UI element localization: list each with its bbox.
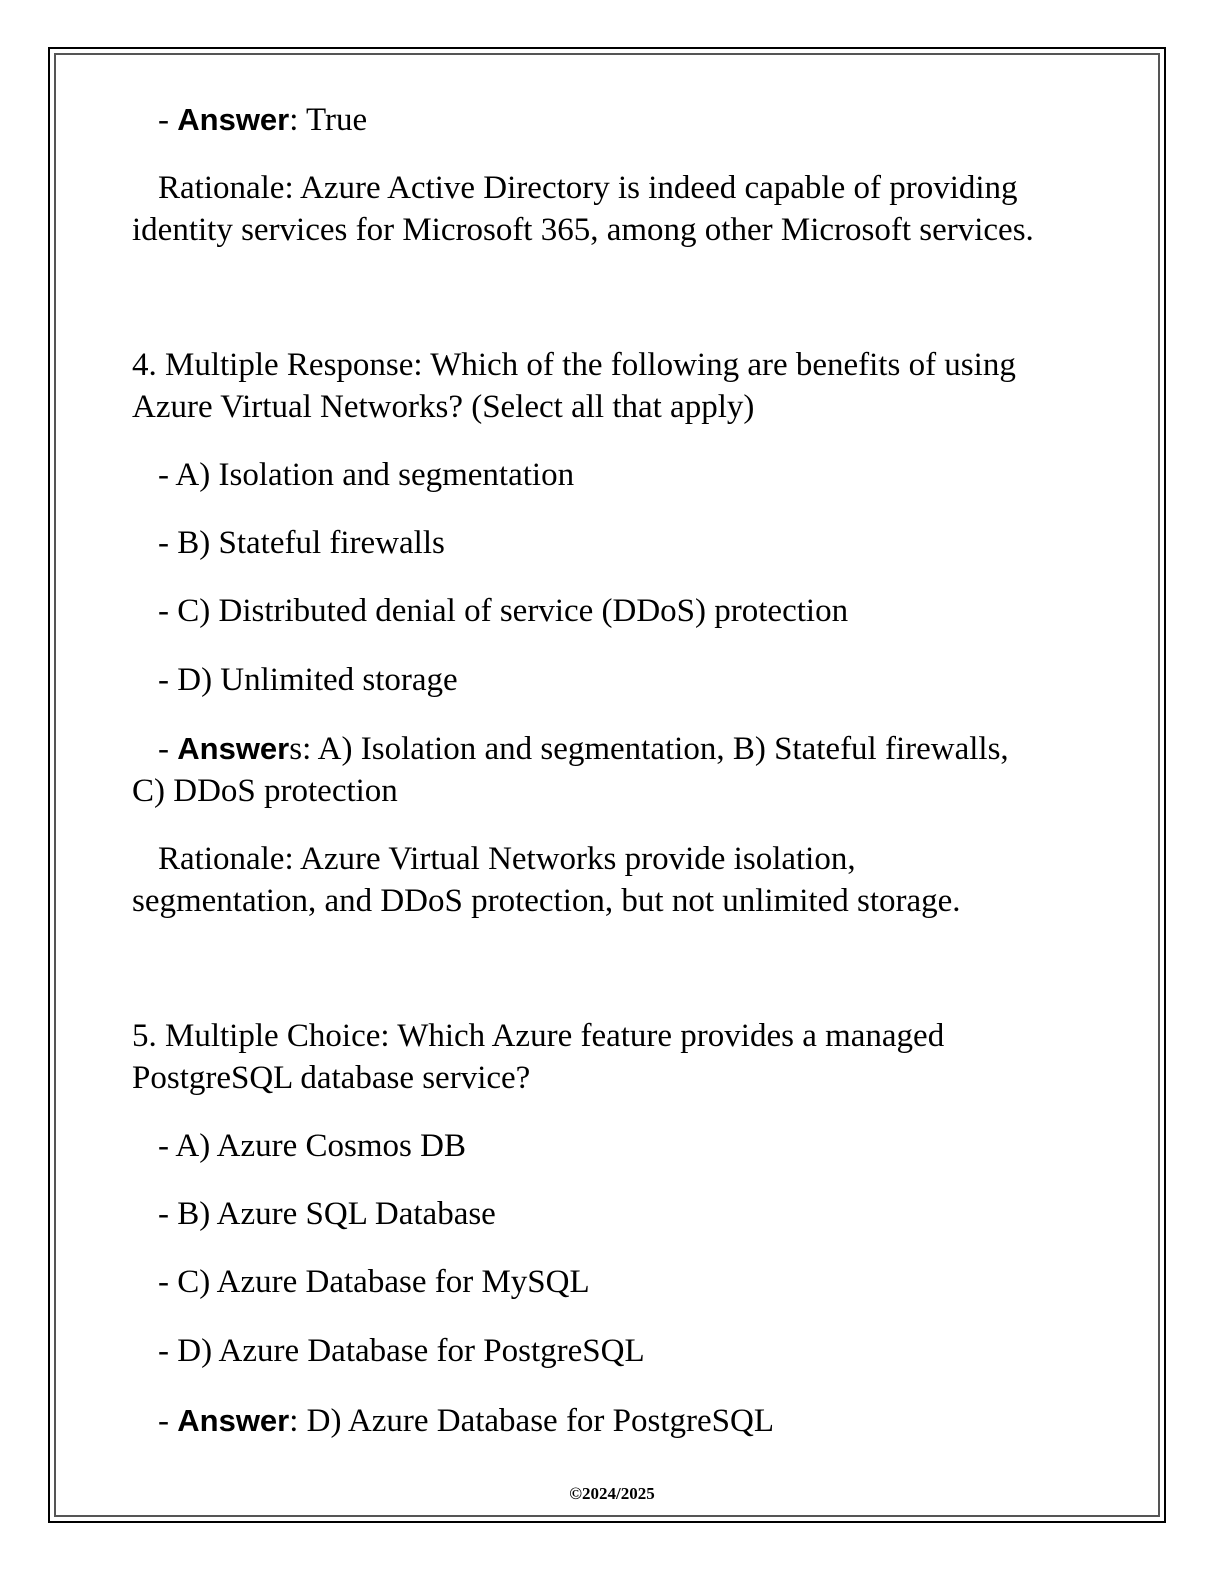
q4-question-line2: Azure Virtual Networks? (Select all that apply) bbox=[132, 389, 755, 425]
q5-question-line2: PostgreSQL database service? bbox=[132, 1060, 531, 1096]
page-footer-copyright: ©2024/2025 bbox=[569, 1484, 655, 1503]
q4-option-d: - D) Unlimited storage bbox=[158, 662, 458, 698]
q4-option-a: - A) Isolation and segmentation bbox=[158, 457, 575, 493]
q5-answer-label: Answer bbox=[177, 1403, 290, 1438]
q5-question-line1: 5. Multiple Choice: Which Azure feature provides a managed bbox=[132, 1018, 945, 1054]
q3-rationale-line1: Rationale: Azure Active Directory is indeed capable of providing bbox=[158, 170, 1018, 206]
q4-question-line1: 4. Multiple Response: Which of the following are benefits of using bbox=[132, 347, 1016, 383]
q3-rationale-line2: identity services for Microsoft 365, among other Microsoft services. bbox=[132, 212, 1034, 248]
q5-answer: - Answer: D) Azure Database for PostgreSQL bbox=[158, 1403, 775, 1439]
q4-option-b: - B) Stateful firewalls bbox=[158, 525, 445, 561]
q5-option-c: - C) Azure Database for MySQL bbox=[158, 1264, 590, 1300]
q4-answer-label: Answer bbox=[177, 731, 290, 766]
q5-option-d: - D) Azure Database for PostgreSQL bbox=[158, 1333, 645, 1369]
q4-rationale-line1: Rationale: Azure Virtual Networks provide isolation, bbox=[158, 841, 856, 877]
q5-option-a: - A) Azure Cosmos DB bbox=[158, 1128, 466, 1164]
q4-answer-line2: C) DDoS protection bbox=[132, 773, 398, 809]
q3-answer: - Answer: True bbox=[158, 102, 368, 138]
q4-answer: - Answers: A) Isolation and segmentation, B) Stateful firewalls, bbox=[158, 731, 1009, 767]
q4-option-c: - C) Distributed denial of service (DDoS) protection bbox=[158, 593, 849, 629]
q3-answer-label: Answer bbox=[177, 102, 290, 137]
q4-rationale-line2: segmentation, and DDoS protection, but not unlimited storage. bbox=[132, 883, 961, 919]
q5-option-b: - B) Azure SQL Database bbox=[158, 1196, 496, 1232]
